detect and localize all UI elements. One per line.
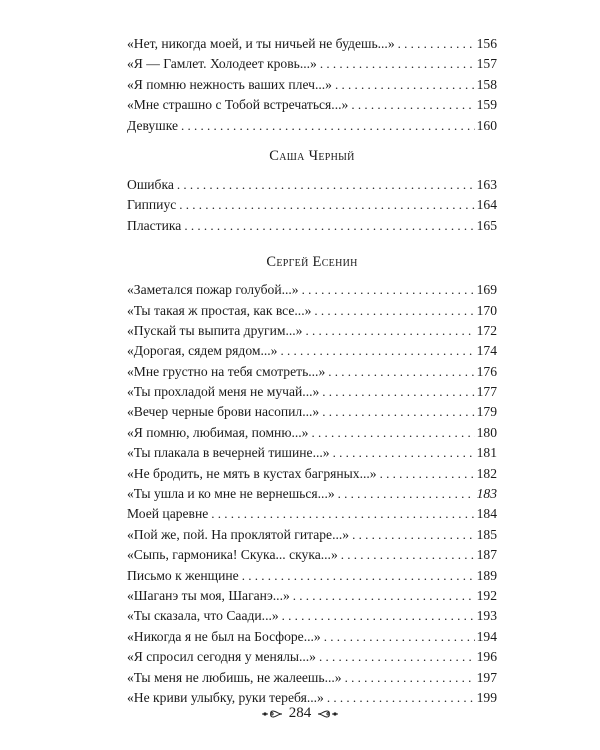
fleuron-ornament-icon [261, 707, 283, 721]
toc-entry-title: Ошибка [127, 176, 174, 192]
toc-page-number: 196 [476, 649, 497, 665]
toc-entry-title: «Дорогая, сядем рядом...» [127, 343, 278, 359]
toc-entry [127, 668, 497, 688]
toc-leader-dots [179, 195, 474, 215]
toc-leader-dots [319, 647, 475, 667]
toc-entry-title: «Я помню нежность ваших плеч...» [127, 76, 332, 92]
toc-entry-title: «Мне грустно на тебя смотреть...» [127, 363, 326, 379]
toc-entry [127, 362, 497, 382]
toc-entry-title: «Я помню, любимая, помню...» [127, 424, 309, 440]
toc-group-sergei-esenin [127, 280, 497, 708]
toc-entry [127, 321, 497, 341]
toc-leader-dots [211, 504, 474, 524]
toc-page-number: 179 [476, 404, 497, 420]
toc-entry-title: «Вечер черные брови насопил...» [127, 404, 320, 420]
toc-entry-title: «Заметался пожар голубой...» [127, 282, 299, 298]
toc-page-number: 158 [476, 76, 497, 92]
toc-leader-dots [352, 525, 475, 545]
toc-page-number: 176 [476, 363, 497, 379]
toc-leader-dots [293, 586, 475, 606]
toc-page-number: 165 [476, 217, 497, 233]
toc-page-number: 177 [476, 384, 497, 400]
toc-entry [127, 280, 497, 300]
toc-entry-title: «Ты сказала, что Саади...» [127, 608, 279, 624]
page-number: 284 [288, 705, 312, 721]
toc-page-number: 160 [476, 117, 497, 133]
toc-page-number: 197 [476, 669, 497, 685]
toc-entry [127, 586, 497, 606]
toc-entry [127, 627, 497, 647]
toc-entry-title: Моей царевне [127, 506, 209, 522]
toc-entry-title: «Ты ушла и ко мне не вернешься...» [127, 486, 335, 502]
toc-leader-dots [341, 545, 475, 565]
toc-entry-title: «Сыпь, гармоника! Скука... скука...» [127, 547, 338, 563]
toc-leader-dots [333, 443, 475, 463]
toc-entry [127, 175, 497, 195]
toc-entry [127, 545, 497, 565]
toc-page-number: 199 [476, 689, 497, 705]
toc-entry [127, 382, 497, 402]
section-title-sergei-esenin: Сергей Есенин [266, 254, 358, 271]
toc-entry [127, 54, 497, 74]
toc-entry-title: Письмо к женщине [127, 567, 239, 583]
toc-entry [127, 484, 497, 504]
toc-leader-dots [320, 54, 475, 74]
toc-leader-dots [380, 464, 475, 484]
toc-leader-dots [280, 341, 474, 361]
toc-entry-title: «Ты прохладой меня не мучай...» [127, 384, 320, 400]
toc-page-number: 192 [476, 587, 497, 603]
toc-leader-dots [398, 34, 475, 54]
toc-entry [127, 525, 497, 545]
toc-entry-title: «Пускай ты выпита другим...» [127, 322, 303, 338]
toc-entry-title: «Шаганэ ты моя, Шаганэ...» [127, 587, 290, 603]
toc-entry-title: «Я спросил сегодня у менялы...» [127, 649, 316, 665]
toc-page-number: 187 [476, 547, 497, 563]
toc-page-number: 193 [476, 608, 497, 624]
toc-leader-dots [181, 116, 475, 136]
toc-entry-title: Гиппиус [127, 197, 177, 213]
toc-leader-dots [328, 362, 474, 382]
toc-entry-title: «Не криви улыбку, руки теребя...» [127, 689, 324, 705]
toc-group-sasha-chorny [127, 175, 497, 236]
toc-page-number: 174 [476, 343, 497, 359]
toc-page-number: 183 [476, 486, 497, 502]
toc-entry-title: «Не бродить, не мять в кустах багряных...» [127, 465, 377, 481]
toc-entry-title: Пластика [127, 217, 182, 233]
toc-page-number: 184 [476, 506, 497, 522]
toc-leader-dots [311, 423, 474, 443]
toc-page-number: 194 [476, 628, 497, 644]
toc-page-number: 156 [476, 36, 497, 51]
toc-page-number: 163 [476, 176, 497, 192]
toc-entry [127, 75, 497, 95]
toc-entry-title: Девушке [127, 117, 178, 133]
toc-entry [127, 504, 497, 524]
toc-entry-title: «Нет, никогда моей, и ты ничьей не будешь...» [127, 36, 395, 51]
fleuron-ornament-icon [317, 707, 339, 721]
toc-page-number: 172 [476, 322, 497, 338]
toc-entry-title: «Мне страшно с Тобой встречаться...» [127, 97, 349, 113]
toc-entry-title: «Ты плакала в вечерней тишине...» [127, 445, 330, 461]
toc-page-number: 170 [476, 302, 497, 318]
toc-leader-dots [338, 484, 475, 504]
toc-leader-dots [314, 301, 474, 321]
toc-entry [127, 195, 497, 215]
toc-leader-dots [324, 627, 475, 647]
toc-leader-dots [302, 280, 475, 300]
toc-leader-dots [322, 382, 474, 402]
toc-entry-title: «Ты такая ж простая, как все...» [127, 302, 312, 318]
toc-page-number: 181 [476, 445, 497, 461]
toc-leader-dots [184, 216, 474, 236]
toc-entry-title: «Никогда я не был на Босфоре...» [127, 628, 321, 644]
toc-page-number: 185 [476, 526, 497, 542]
toc-entry [127, 443, 497, 463]
toc-leader-dots [335, 75, 475, 95]
toc-entry-title: «Я — Гамлет. Холодеет кровь...» [127, 56, 317, 72]
toc-entry [127, 95, 497, 115]
toc-page-number: 182 [476, 465, 497, 481]
toc-leader-dots [282, 606, 475, 626]
toc-entry [127, 216, 497, 236]
toc-leader-dots [305, 321, 474, 341]
toc-page-number: 189 [476, 567, 497, 583]
toc-page-number: 169 [476, 282, 497, 298]
section-title-sasha-chorny: Саша Черный [269, 147, 355, 164]
toc-entry [127, 566, 497, 586]
toc-group-continued [127, 34, 497, 136]
page-footer [0, 705, 600, 722]
toc-entry [127, 402, 497, 422]
table-of-contents [127, 34, 497, 708]
toc-entry [127, 606, 497, 626]
toc-entry [127, 423, 497, 443]
toc-entry [127, 464, 497, 484]
toc-page-number: 157 [476, 56, 497, 72]
toc-entry-title: «Пой же, пой. На проклятой гитаре...» [127, 526, 350, 542]
toc-page-number: 164 [476, 197, 497, 213]
toc-leader-dots [242, 566, 475, 586]
toc-page-number: 159 [476, 97, 497, 113]
toc-entry [127, 647, 497, 667]
toc-entry [127, 34, 497, 54]
toc-page-number: 180 [476, 424, 497, 440]
toc-leader-dots [351, 95, 474, 115]
toc-leader-dots [345, 668, 475, 688]
toc-entry [127, 116, 497, 136]
toc-entry-title: «Ты меня не любишь, не жалеешь...» [127, 669, 342, 685]
toc-entry [127, 301, 497, 321]
toc-leader-dots [177, 175, 475, 195]
toc-entry [127, 341, 497, 361]
toc-leader-dots [322, 402, 474, 422]
